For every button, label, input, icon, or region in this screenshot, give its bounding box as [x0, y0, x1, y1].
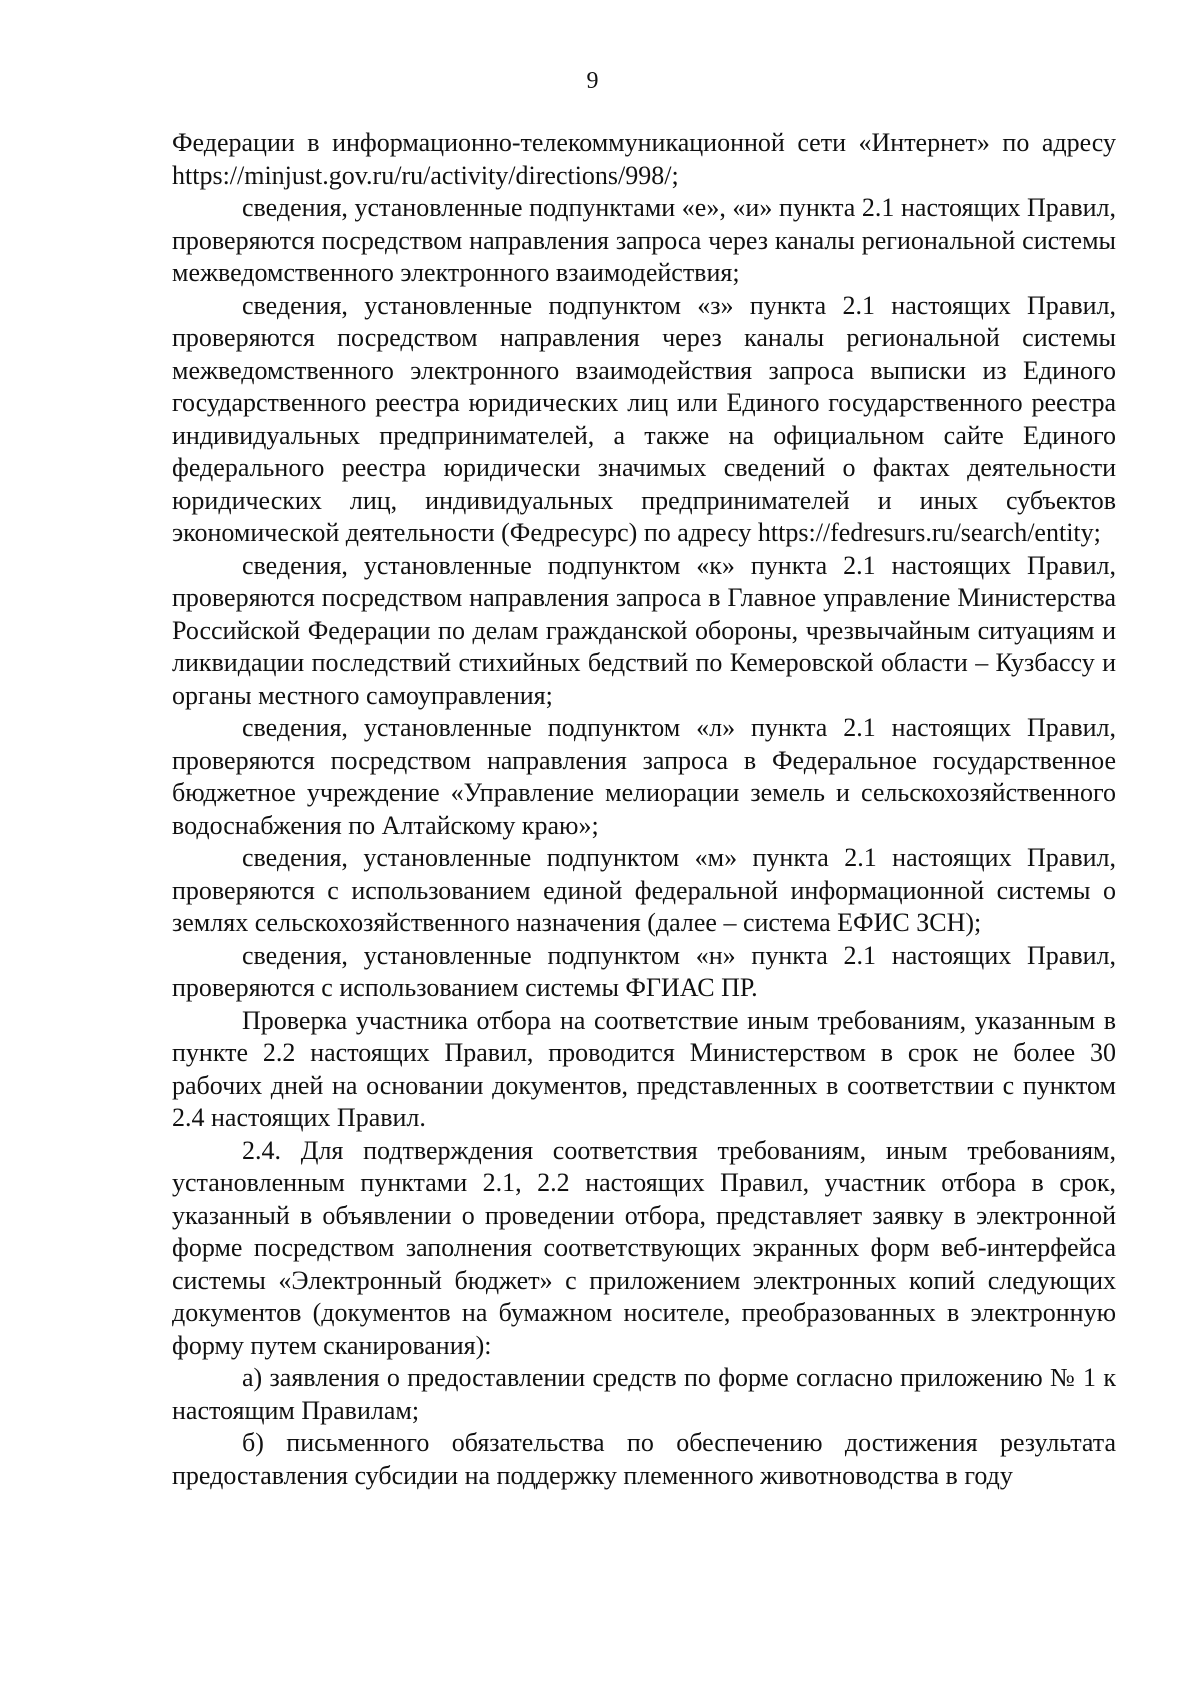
paragraph-section-2-4: 2.4. Для подтверждения соответствия требованиям, иным требованиям, установленным пунктами 2.1, 2.2 настоящих Правил, участник отбора в срок, указанный в объявлении о проведении отбора, представляет заявку в электронной форме посредством заполнения соответствующих экранных форм веб-интерфейса системы «Электронный бюджет» с приложением электронных копий следующих документов (документов на бумажном носителе, преобразованных в электронную форму путем сканирования):: [172, 1135, 1116, 1360]
paragraph-subpoint-z: сведения, установленные подпунктом «з» пункта 2.1 настоящих Правил, проверяются посредством направления через каналы региональной системы межведомственного электронного взаимодействия запроса выписки из Единого государственного реестра юридических лиц или Единого государственного реестра индивидуальных предпринимателей, а также на официальном сайте Единого федерального реестра юридически значимых сведений о фактах деятельности юридических лиц, индивидуальных предпринимателей и иных субъектов экономической деятельности (Федресурс) по адресу https://fedresurs.ru/search/entity;: [172, 290, 1116, 547]
document-body: [172, 127, 1116, 1492]
paragraph-subpoint-k: сведения, установленные подпунктом «к» пункта 2.1 настоящих Правил, проверяются посредством направления запроса в Главное управление Министерства Российской Федерации по делам гражданской обороны, чрезвычайным ситуациям и ликвидации последствий стихийных бедствий по Кемеровской области – Кузбассу и органы местного самоуправления;: [172, 550, 1116, 710]
paragraph-subpoint-n: сведения, установленные подпунктом «н» пункта 2.1 настоящих Правил, проверяются с использованием системы ФГИАС ПР.: [172, 940, 1116, 1002]
paragraph-item-b: б) письменного обязательства по обеспечению достижения результата предоставления субсидии на поддержку племенного животноводства в году: [172, 1428, 1116, 1490]
page-number: 9: [586, 68, 599, 94]
paragraph-continuation: Федерации в информационно-телекоммуникационной сети «Интернет» по адресу https://minjust.gov.ru/ru/activity/directions/998/;: [172, 128, 1116, 190]
paragraph-subpoints-e-i: сведения, установленные подпунктами «е», «и» пункта 2.1 настоящих Правил, проверяются посредством направления запроса через каналы региональной системы межведомственного электронного взаимодействия;: [172, 193, 1116, 287]
paragraph-subpoint-m: сведения, установленные подпунктом «м» пункта 2.1 настоящих Правил, проверяются с использованием единой федеральной информационной системы о землях сельскохозяйственного назначения (далее – система ЕФИС ЗСН);: [172, 843, 1116, 937]
paragraph-verification: Проверка участника отбора на соответствие иным требованиям, указанным в пункте 2.2 настоящих Правил, проводится Министерством в срок не более 30 рабочих дней на основании документов, представленных в соответствии с пунктом 2.4 настоящих Правил.: [172, 1005, 1116, 1132]
paragraph-item-a: а) заявления о предоставлении средств по форме согласно приложению № 1 к настоящим Правилам;: [172, 1363, 1116, 1425]
paragraph-subpoint-l: сведения, установленные подпунктом «л» пункта 2.1 настоящих Правил, проверяются посредством направления запроса в Федеральное государственное бюджетное учреждение «Управление мелиорации земель и сельскохозяйственного водоснабжения по Алтайскому краю»;: [172, 713, 1116, 840]
